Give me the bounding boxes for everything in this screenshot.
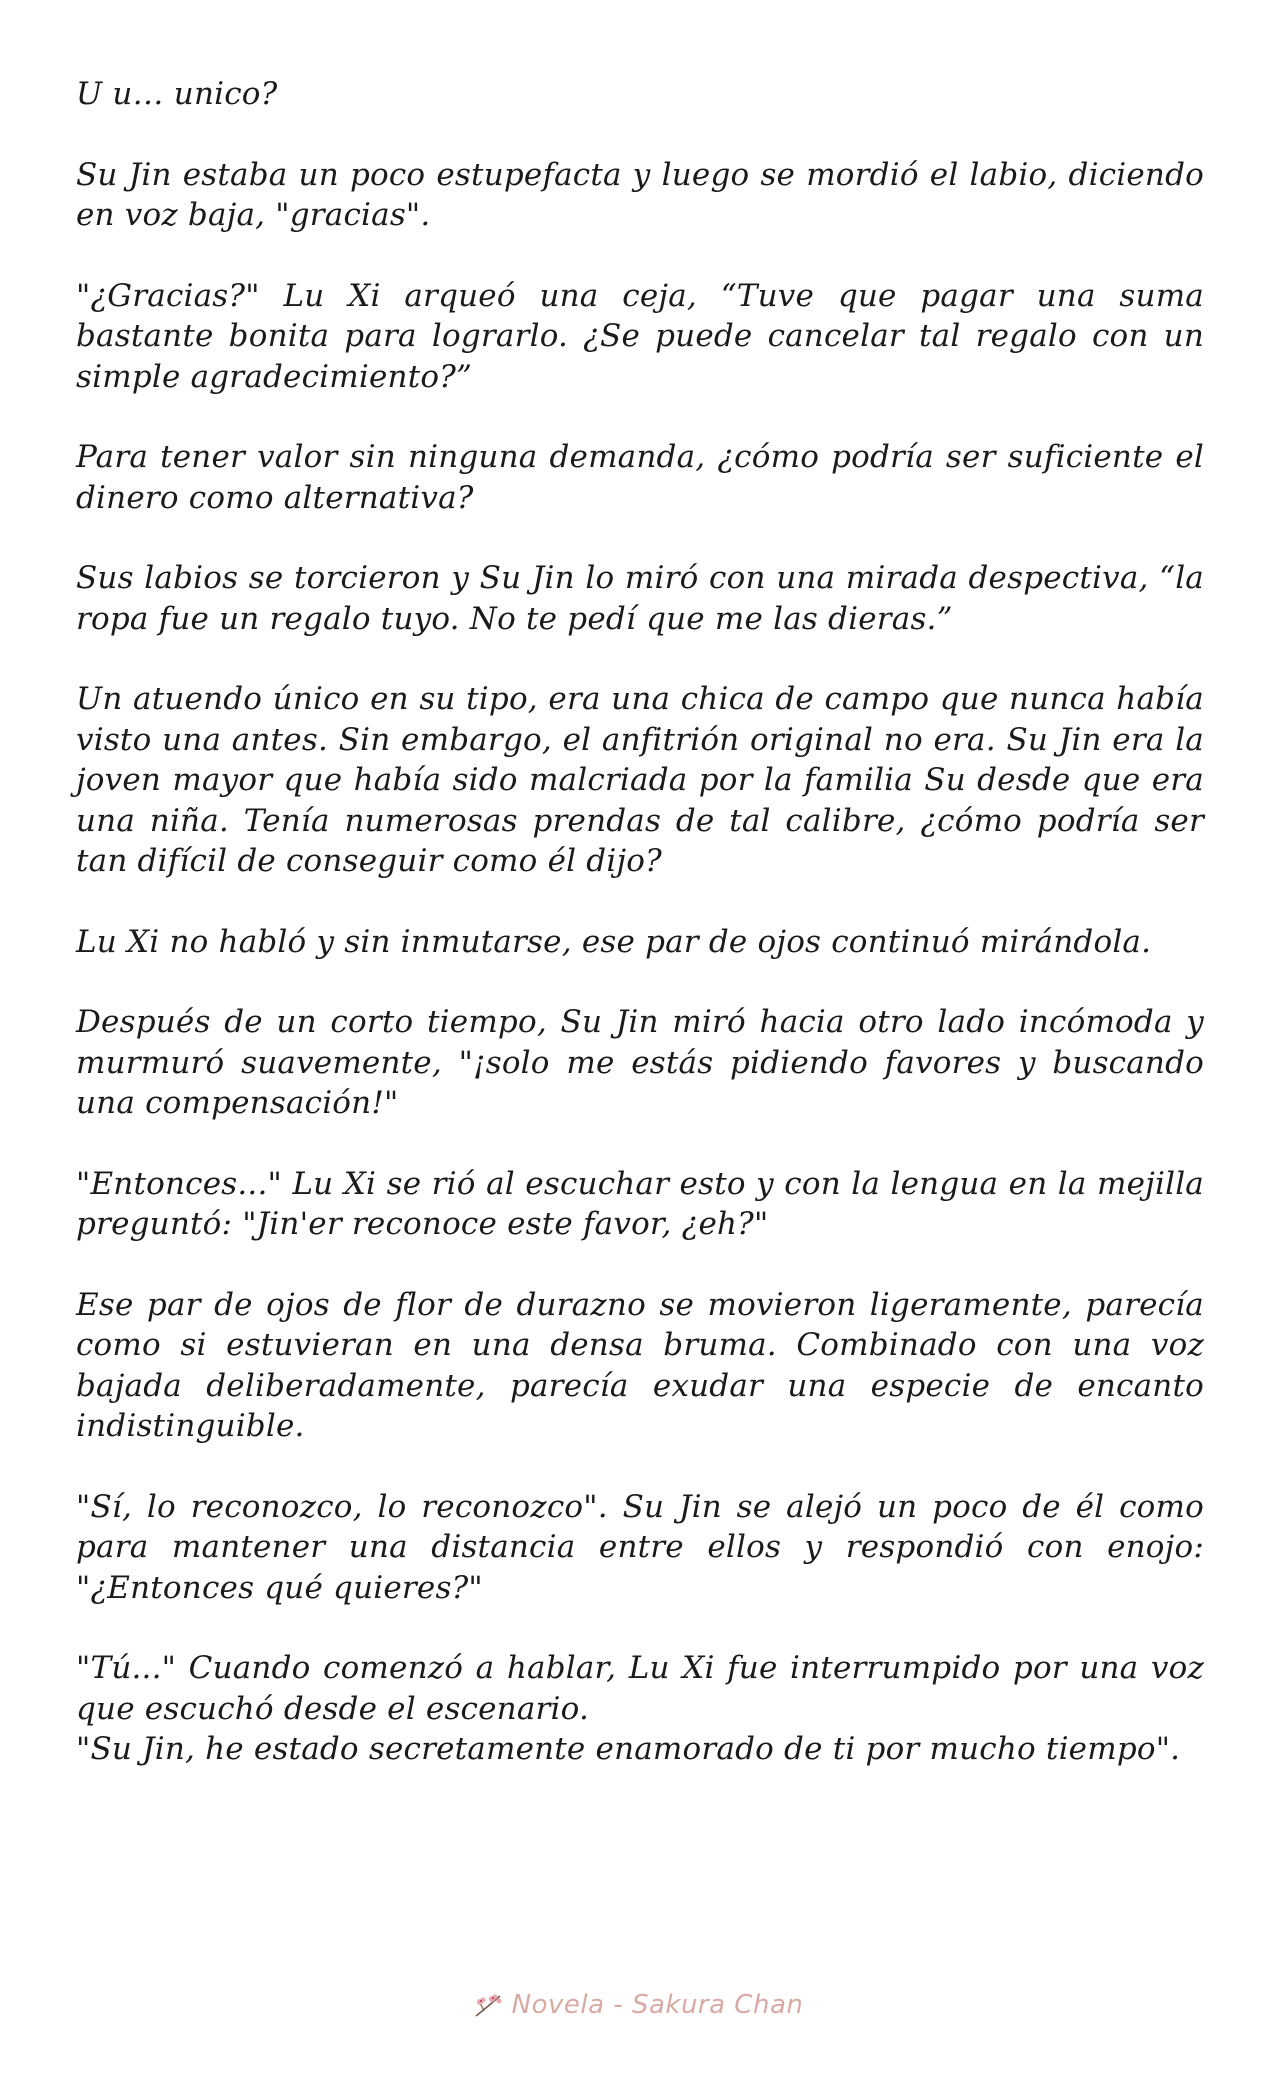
paragraph: Después de un corto tiempo, Su Jin miró hacia otro lado incómoda y murmuró suavemente, "¡solo me estás pidiendo favores y buscando una compensación!": [76, 1004, 1204, 1121]
watermark-text: Novela - Sakura Chan: [511, 1990, 804, 2020]
paragraph: "Sí, lo reconozco, lo reconozco". Su Jin se alejó un poco de él como para mantener una distancia entre ellos y respondió con enojo: "¿Entonces qué quieres?": [76, 1488, 1204, 1606]
sakura-blossom-icon: [472, 1990, 506, 2020]
watermark: [0, 1990, 1275, 2020]
novel-text: [76, 74, 1204, 1810]
paragraph: U u… unico?: [76, 76, 278, 112]
paragraph: "Tú..." Cuando comenzó a hablar, Lu Xi fue interrumpido por una voz que escuchó desde el escenario.: [76, 1650, 1204, 1727]
paragraph: Su Jin estaba un poco estupefacta y luego se mordió el labio, diciendo en voz baja, "gracias".: [76, 156, 1204, 233]
paragraph: Un atuendo único en su tipo, era una chica de campo que nunca había visto una antes. Sin embargo, el anfitrión original no era. Su Jin era la joven mayor que había sido malcriada por la familia Su desde que era una niña. Tenía numerosas prendas de tal calibre, ¿cómo podría ser tan difícil de conseguir como él dijo?: [76, 681, 1204, 879]
paragraph: "Entonces..." Lu Xi se rió al escuchar esto y con la lengua en la mejilla preguntó: "Jin'er reconoce este favor, ¿eh?": [76, 1165, 1204, 1242]
paragraph: Lu Xi no habló y sin inmutarse, ese par de ojos continuó mirándola.: [76, 923, 1152, 960]
paragraph: "Su Jin, he estado secretamente enamorado de ti por mucho tiempo".: [76, 1731, 1181, 1767]
paragraph: Para tener valor sin ninguna demanda, ¿cómo podría ser suficiente el dinero como alternativa?: [76, 439, 1204, 516]
paragraph: "¿Gracias?" Lu Xi arqueó una ceja, “Tuve que pagar una suma bastante bonita para lograrlo. ¿Se puede cancelar tal regalo con un simple agradecimiento?”: [76, 277, 1204, 395]
paragraph: Sus labios se torcieron y Su Jin lo miró con una mirada despectiva, “la ropa fue un regalo tuyo. No te pedí que me las dieras.”: [76, 560, 1204, 637]
paragraph: Ese par de ojos de flor de durazno se movieron ligeramente, parecía como si estuvieran en una densa bruma. Combinado con una voz bajada deliberadamente, parecía exudar una especie de encanto indistinguible.: [76, 1286, 1204, 1444]
